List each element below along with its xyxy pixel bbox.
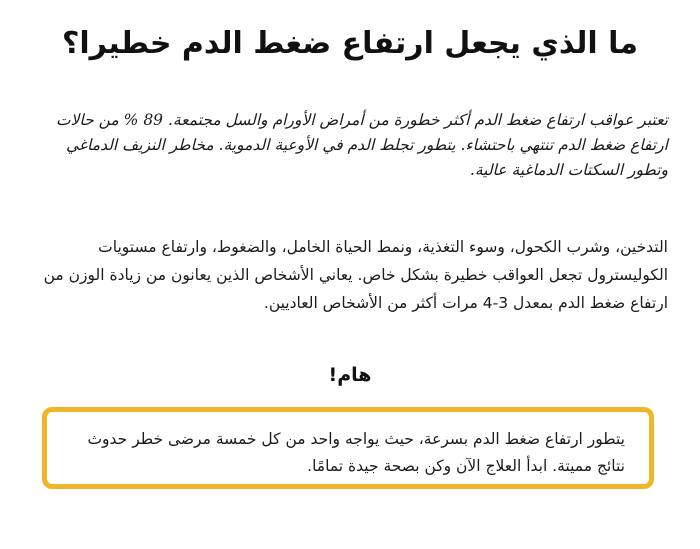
page-title: ما الذي يجعل ارتفاع ضغط الدم خطيرا؟ xyxy=(62,26,638,61)
important-callout-text: يتطور ارتفاع ضغط الدم بسرعة، حيث يواجه واحد من كل خمسة مرضى خطر حدوث نتائج مميتة. ابدأ العلاج الآن وكن بصحة جيدة تمامًا. xyxy=(87,430,625,475)
intro-paragraph: تعتبر عواقب ارتفاع ضغط الدم أكثر خطورة من أمراض الأورام والسل مجتمعة. 89 % من حالات ارتفاع ضغط الدم تنتهي باحتشاء. يتطور تجلط الدم في الأوعية الدموية. مخاطر النزيف الدماغي وتطور السكتات الدماغية عالية. xyxy=(55,111,668,179)
important-callout-box xyxy=(42,407,654,489)
risk-factors-paragraph: التدخين، وشرب الكحول، وسوء التغذية، ونمط الحياة الخامل، والضغوط، وارتفاع مستويات الكوليسترول تجعل العواقب خطيرة بشكل خاص. يعاني الأشخاص الذين يعانون من زيادة الوزن من ارتفاع ضغط الدم بمعدل 3-4 مرات أكثر من الأشخاص العاديين. xyxy=(43,238,668,312)
important-heading: هام! xyxy=(328,364,372,386)
